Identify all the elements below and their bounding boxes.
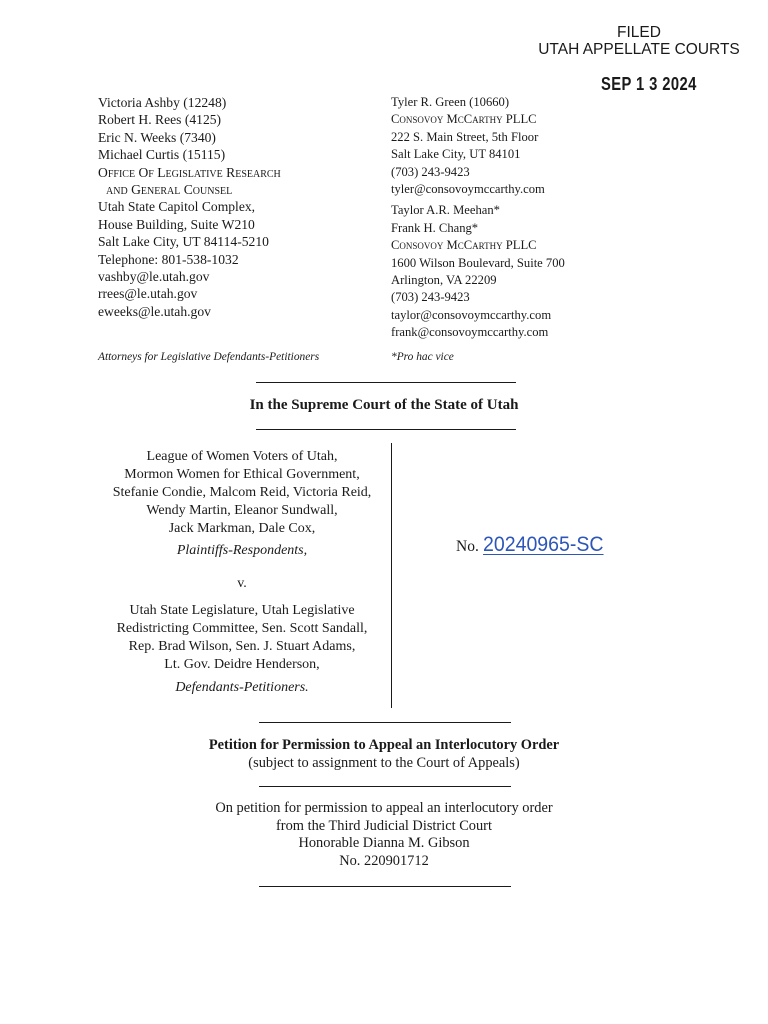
case-number-value: 20240965-SC xyxy=(482,533,604,556)
attorney-line: Taylor A.R. Meehan* xyxy=(391,203,500,218)
email: taylor@consovoymccarthy.com xyxy=(391,307,552,322)
divider xyxy=(256,382,516,383)
telephone: (703) 243-9423 xyxy=(391,290,470,305)
email: frank@consovoymccarthy.com xyxy=(391,325,549,340)
party-line: Rep. Brad Wilson, Sen. J. Stuart Adams, xyxy=(128,639,356,654)
attorney-line: Victoria Ashby (12248) xyxy=(98,95,227,110)
divider xyxy=(259,886,511,887)
legislative-counsel-block xyxy=(98,94,281,320)
petition-subtitle: (subject to assignment to the Court of Appeals) xyxy=(248,754,520,771)
party-line: Redistricting Committee, Sen. Scott Sandall, xyxy=(116,621,368,636)
attorney-line: Frank H. Chang* xyxy=(391,220,479,235)
filing-stamp xyxy=(534,24,744,58)
telephone: Telephone: 801-538-1032 xyxy=(98,251,239,267)
address-line: Salt Lake City, UT 84101 xyxy=(391,147,521,162)
party-line: Mormon Women for Ethical Government, xyxy=(124,467,360,482)
outside-counsel-block xyxy=(391,94,565,342)
petition-heading xyxy=(0,737,768,772)
email: rrees@le.utah.gov xyxy=(98,286,198,302)
stamp-court: UTAH APPELLATE COURTS xyxy=(538,41,740,58)
case-number-label: No. xyxy=(456,538,479,555)
address-line: Arlington, VA 22209 xyxy=(391,273,497,288)
office-name: Office Of Legislative Research xyxy=(98,164,281,180)
attorney-line: Eric N. Weeks (7340) xyxy=(98,129,216,145)
petition-title: Petition for Permission to Appeal an Interlocutory Order xyxy=(208,737,560,753)
origin-block xyxy=(0,800,768,870)
versus: v. xyxy=(237,576,247,591)
address-line: 222 S. Main Street, 5th Floor xyxy=(391,129,539,144)
party-line: Utah State Legislature, Utah Legislative xyxy=(129,603,355,618)
address-line: 1600 Wilson Boulevard, Suite 700 xyxy=(391,255,565,270)
party-line: Lt. Gov. Deidre Henderson, xyxy=(164,657,320,672)
email: eweeks@le.utah.gov xyxy=(98,303,211,319)
stamp-filed: FILED xyxy=(617,24,661,41)
attorneys-for-note: Attorneys for Legislative Defendants-Petitioners xyxy=(98,351,320,363)
divider xyxy=(259,722,511,723)
plaintiffs-block xyxy=(94,448,390,560)
address-line: Salt Lake City, UT 84114-5210 xyxy=(98,234,269,250)
address-line: Utah State Capitol Complex, xyxy=(98,199,256,215)
pro-hac-vice-note: *Pro hac vice xyxy=(391,351,454,363)
party-line: Stefanie Condie, Malcom Reid, Victoria Reid, xyxy=(112,485,372,500)
origin-line: No. 220901712 xyxy=(339,852,429,869)
party-line: Wendy Martin, Eleanor Sundwall, xyxy=(146,503,338,518)
office-name-cont: and General Counsel xyxy=(106,182,233,198)
origin-line: from the Third Judicial District Court xyxy=(276,817,492,834)
origin-line: On petition for permission to appeal an interlocutory order xyxy=(215,800,553,816)
firm-name: Consovoy McCarthy PLLC xyxy=(391,112,537,127)
case-number xyxy=(456,533,618,557)
stamp-date: SEP 1 3 2024 xyxy=(601,74,697,94)
address-line: House Building, Suite W210 xyxy=(98,216,255,232)
attorney-line: Robert H. Rees (4125) xyxy=(98,112,222,128)
email: vashby@le.utah.gov xyxy=(98,269,210,285)
firm-name: Consovoy McCarthy PLLC xyxy=(391,238,537,253)
divider xyxy=(259,786,511,787)
court-title: In the Supreme Court of the State of Utah xyxy=(249,397,519,413)
plaintiffs-role: Plaintiffs-Respondents, xyxy=(176,543,308,558)
party-line: League of Women Voters of Utah, xyxy=(146,449,338,464)
party-line: Jack Markman, Dale Cox, xyxy=(168,521,316,536)
attorney-line: Tyler R. Green (10660) xyxy=(391,95,510,109)
telephone: (703) 243-9423 xyxy=(391,164,470,179)
caption-divider xyxy=(391,443,392,708)
origin-line: Honorable Dianna M. Gibson xyxy=(298,835,470,851)
email: tyler@consovoymccarthy.com xyxy=(391,182,545,197)
divider xyxy=(256,429,516,430)
defendants-block xyxy=(94,602,390,697)
defendants-role: Defendants-Petitioners. xyxy=(175,680,309,695)
attorney-line: Michael Curtis (15115) xyxy=(98,147,226,163)
